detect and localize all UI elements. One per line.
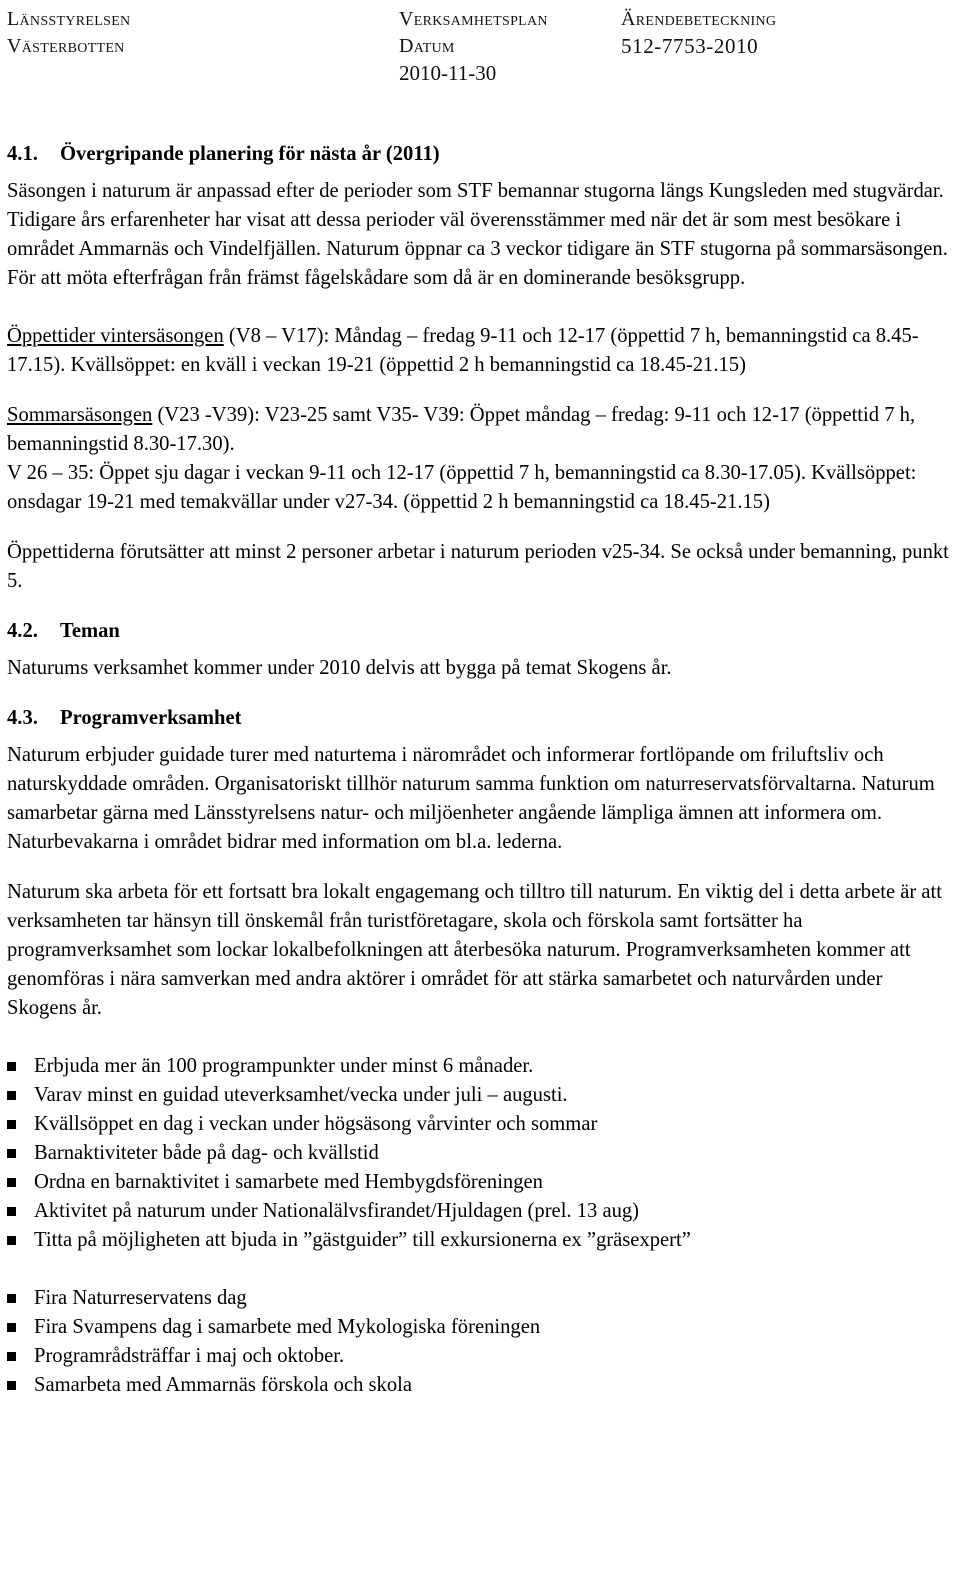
list-item: Ordna en barnaktivitet i samarbete med Hembygdsföreningen <box>7 1168 952 1197</box>
bullet-square-icon <box>7 1294 16 1303</box>
list-item: Aktivitet på naturum under Nationalälvsfirandet/Hjuldagen (prel. 13 aug) <box>7 1197 952 1226</box>
summer-hours-paragraph <box>7 401 952 459</box>
reference-label: Ärendebeteckning <box>621 8 777 30</box>
date-label: Datum <box>399 35 455 57</box>
staffing-note: Öppettiderna förutsätter att minst 2 personer arbetar i naturum perioden v25-34. Se också under bemanning, punkt 5. <box>7 541 949 592</box>
intro-paragraph: Säsongen i naturum är anpassad efter de perioder som STF bemannar stugorna längs Kungsleden med stugvärdar. Tidigare års erfarenheter har visat att dessa perioder väl överensstämmer med när det är som mest besökare i området Ammarnäs och Vindelfjällen. Naturum öppnar ca 3 veckor tidigare än STF stugorna på sommarsäsongen. För att möta efterfrågan från främst fågelskådare som då är en dominerande besöksgrupp. <box>7 180 948 289</box>
bullet-square-icon <box>7 1178 16 1187</box>
bullet-square-icon <box>7 1149 16 1158</box>
section-title: Teman <box>60 620 120 642</box>
summer-hours-text: (V23 -V39): V23-25 samt V35- V39: Öppet måndag – fredag: 9-11 och 12-17 (öppettid 7 h, bemanningstid 8.30-17.30). <box>7 404 916 455</box>
doc-type-label: Verksamhetsplan <box>399 8 548 30</box>
header-doc-meta <box>399 6 548 87</box>
section-number: 4.2. <box>7 620 38 642</box>
reference-value: 512-7753-2010 <box>621 34 759 58</box>
header-organization <box>7 6 130 60</box>
org-name-line2: Västerbotten <box>7 35 125 57</box>
bullet-square-icon <box>7 1207 16 1216</box>
section-heading-4-2 <box>7 617 952 646</box>
header-reference <box>621 6 776 60</box>
list-item: Kvällsöppet en dag i veckan under högsäsong vårvinter och sommar <box>7 1110 952 1139</box>
winter-hours-text: (V8 – V17): Måndag – fredag 9-11 och 12-17 (öppettid 7 h, bemanningstid ca 8.45-17.15). Kvällsöppet: en kväll i veckan 19-21 (öppettid 2 h bemanningstid ca 18.45-21.15) <box>7 325 919 376</box>
program-events-list <box>7 1284 952 1400</box>
list-item: Programrådsträffar i maj och oktober. <box>7 1342 952 1371</box>
list-item: Samarbeta med Ammarnäs förskola och skola <box>7 1371 952 1400</box>
list-item: Fira Naturreservatens dag <box>7 1284 952 1313</box>
summer-hours-label: Sommarsäsongen <box>7 404 153 426</box>
list-item: Fira Svampens dag i samarbete med Mykologiska föreningen <box>7 1313 952 1342</box>
section-number: 4.3. <box>7 707 38 729</box>
themes-paragraph: Naturums verksamhet kommer under 2010 delvis att bygga på temat Skogens år. <box>7 657 672 679</box>
list-item: Titta på möjligheten att bjuda in ”gästguider” till exkursionerna ex ”gräsexpert” <box>7 1226 952 1255</box>
date-value: 2010-11-30 <box>399 61 497 85</box>
list-item: Varav minst en guidad uteverksamhet/vecka under juli – augusti. <box>7 1081 952 1110</box>
section-title: Programverksamhet <box>60 707 242 729</box>
program-paragraph-1: Naturum erbjuder guidade turer med naturtema i närområdet och informerar fortlöpande om friluftsliv och naturskyddade områden. Organisatoriskt tillhör naturum samma funktion om naturreservatsförvaltarna. Naturum samarbetar gärna med Länsstyrelsens natur- och miljöenheter angående lämpliga ämnen att informera om. Naturbevakarna i området bidrar med information om bl.a. lederna. <box>7 744 935 853</box>
section-title: Övergripande planering för nästa år (2011) <box>60 143 440 165</box>
winter-hours-label: Öppettider vintersäsongen <box>7 325 224 347</box>
section-number: 4.1. <box>7 143 38 165</box>
list-item: Barnaktiviteter både på dag- och kvällstid <box>7 1139 952 1168</box>
list-item: Erbjuda mer än 100 programpunkter under minst 6 månader. <box>7 1052 952 1081</box>
section-heading-4-3 <box>7 704 952 733</box>
section-heading-4-1 <box>7 140 952 169</box>
winter-hours-paragraph <box>7 322 952 380</box>
document-body <box>7 140 952 1400</box>
bullet-square-icon <box>7 1352 16 1361</box>
program-paragraph-2: Naturum ska arbeta för ett fortsatt bra lokalt engagemang och tilltro till naturum. En viktig del i detta arbete är att verksamheten tar hänsyn till önskemål från turistföretagare, skola och förskola samt fortsätter ha programverksamhet som lockar lokalbefolkningen att återbesöka naturum. Programverksamheten kommer att genomföras i nära samverkan med andra aktörer i området för att stärka samarbetet och naturvården under Skogens år. <box>7 881 942 1019</box>
bullet-square-icon <box>7 1091 16 1100</box>
bullet-square-icon <box>7 1062 16 1071</box>
org-name-line1: Länsstyrelsen <box>7 8 131 30</box>
bullet-square-icon <box>7 1381 16 1390</box>
summer-hours-paragraph-2: V 26 – 35: Öppet sju dagar i veckan 9-11 och 12-17 (öppettid 7 h, bemanningstid ca 8.30-17.05). Kvällsöppet: onsdagar 19-21 med temakvällar under v27-34. (öppettid 2 h bemanningstid ca 18.45-21.15) <box>7 462 917 513</box>
bullet-square-icon <box>7 1236 16 1245</box>
program-goals-list <box>7 1052 952 1255</box>
bullet-square-icon <box>7 1323 16 1332</box>
bullet-square-icon <box>7 1120 16 1129</box>
